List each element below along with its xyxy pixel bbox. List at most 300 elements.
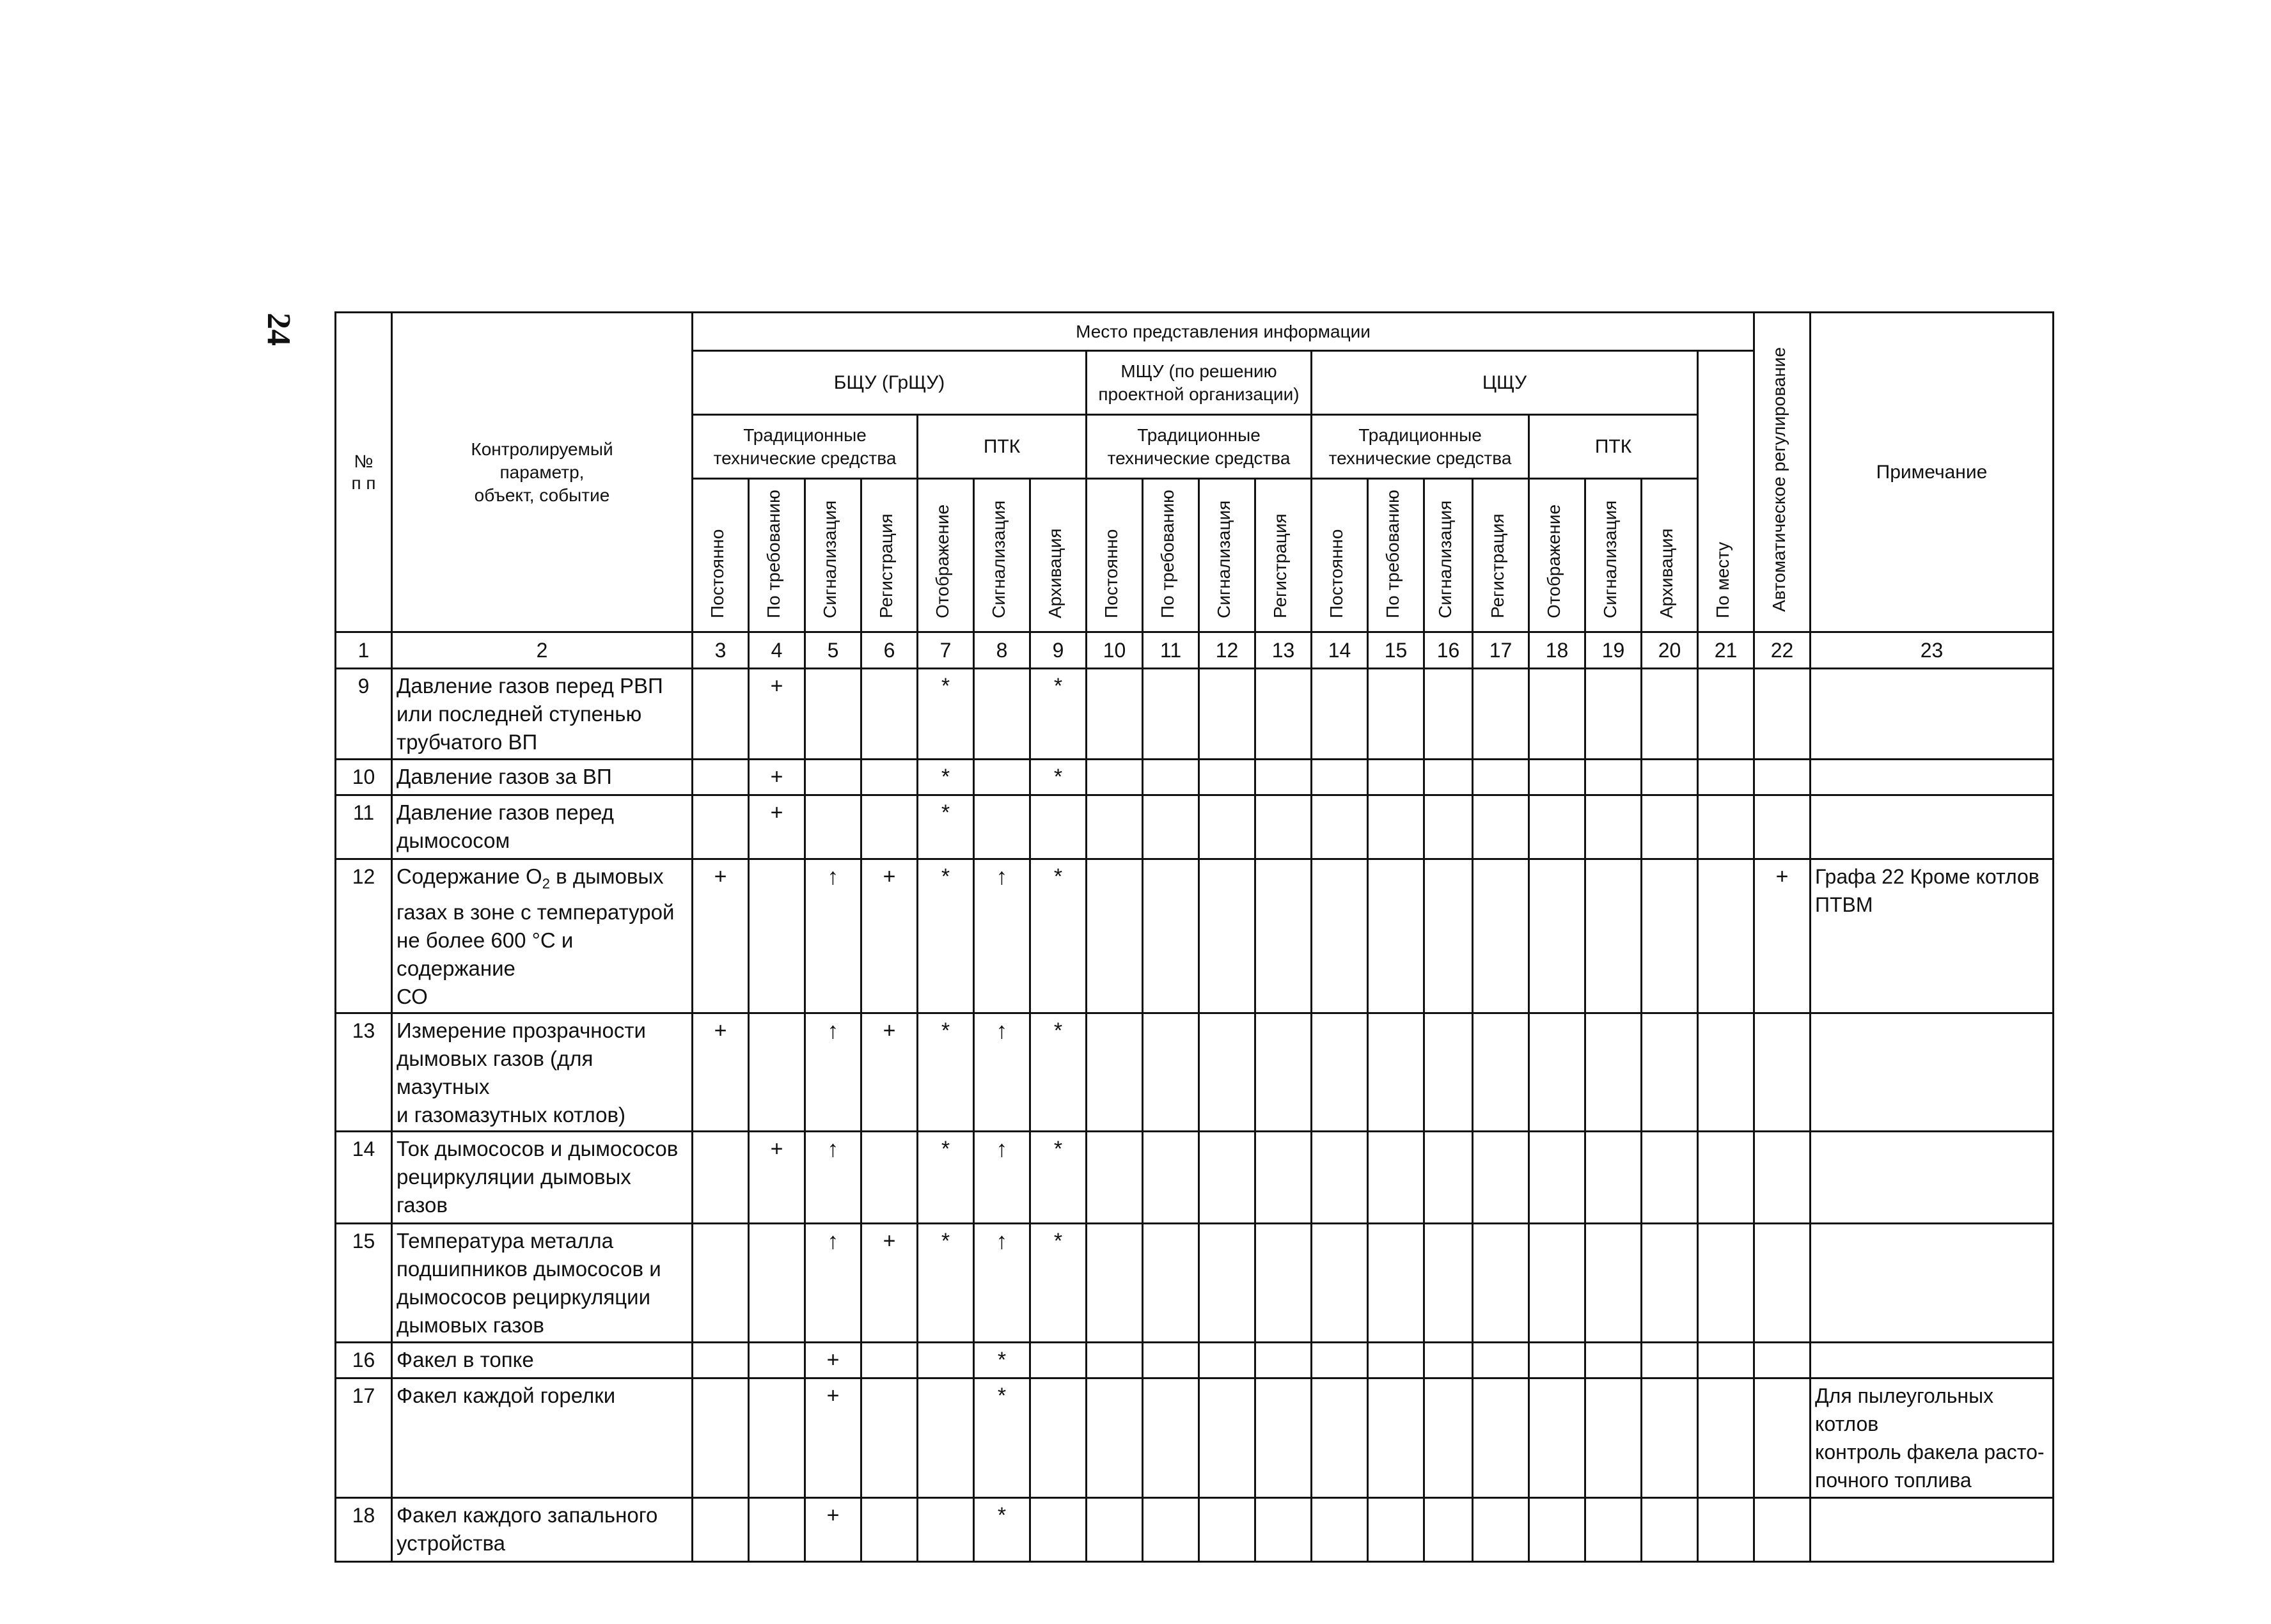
mark-cell-col-5 bbox=[805, 1497, 861, 1561]
sub-po-trebovaniyu: По требованию bbox=[1368, 479, 1424, 632]
mark-cell-col-8 bbox=[974, 1497, 1030, 1561]
up-arrow-mark: ↑ bbox=[996, 1135, 1008, 1162]
mark-cell-col-9 bbox=[1030, 669, 1087, 760]
mark-cell-col-16 bbox=[1424, 1342, 1473, 1378]
row-parameter: Температура металла подшипников дымососов и дымососов рециркуляции дымовых газов bbox=[392, 1223, 693, 1342]
mark-cell-col-4 bbox=[749, 1223, 805, 1342]
row-note bbox=[1811, 1131, 2054, 1223]
colnum-cell: 7 bbox=[918, 632, 974, 669]
mark-cell-col-8 bbox=[974, 760, 1030, 795]
mark-cell-col-16 bbox=[1424, 1497, 1473, 1561]
row-note bbox=[1811, 1497, 2054, 1561]
mark-cell-col-9 bbox=[1030, 795, 1087, 859]
row-parameter: Давление газов за ВП bbox=[392, 760, 693, 795]
colnum-cell: 20 bbox=[1642, 632, 1698, 669]
mark-cell-col-6 bbox=[861, 1223, 918, 1342]
asterisk-mark: * bbox=[1053, 674, 1063, 698]
colnum-cell: 10 bbox=[1087, 632, 1143, 669]
mark-cell-col-3 bbox=[693, 760, 749, 795]
mark-cell-col-21 bbox=[1698, 1223, 1754, 1342]
plus-mark: + bbox=[1775, 864, 1789, 889]
mark-cell-col-18 bbox=[1529, 1378, 1585, 1497]
colnum-cell: 6 bbox=[861, 632, 918, 669]
mark-cell-col-12 bbox=[1199, 1013, 1255, 1131]
mark-cell-col-3 bbox=[693, 1497, 749, 1561]
mark-cell-col-8 bbox=[974, 1342, 1030, 1378]
mark-cell-col-13 bbox=[1255, 1342, 1312, 1378]
mark-cell-col-21 bbox=[1698, 1342, 1754, 1378]
asterisk-mark: * bbox=[997, 1383, 1007, 1408]
sub-signalizaciya: Сигнализация bbox=[1199, 479, 1255, 632]
up-arrow-mark: ↑ bbox=[827, 1227, 839, 1254]
row-parameter: Факел в топке bbox=[392, 1342, 693, 1378]
up-arrow-mark: ↑ bbox=[827, 1135, 839, 1162]
sub-otobrazhenie: Отображение bbox=[918, 479, 974, 632]
mark-cell-col-17 bbox=[1473, 760, 1529, 795]
mark-cell-col-11 bbox=[1143, 760, 1199, 795]
mark-cell-col-3 bbox=[693, 1342, 749, 1378]
mark-cell-col-12 bbox=[1199, 1342, 1255, 1378]
colnum-cell: 1 bbox=[336, 632, 392, 669]
row-number: 12 bbox=[336, 859, 392, 1013]
mark-cell-col-3 bbox=[693, 1378, 749, 1497]
mark-cell-col-14 bbox=[1312, 859, 1368, 1013]
mark-cell-col-19 bbox=[1585, 669, 1642, 760]
header-po-mestu: По месту bbox=[1698, 351, 1754, 632]
mark-cell-col-11 bbox=[1143, 859, 1199, 1013]
asterisk-mark: * bbox=[941, 864, 950, 889]
sub-signalizaciya: Сигнализация bbox=[974, 479, 1030, 632]
mark-cell-col-12 bbox=[1199, 859, 1255, 1013]
mark-cell-col-15 bbox=[1368, 1131, 1424, 1223]
mark-cell-col-16 bbox=[1424, 1223, 1473, 1342]
header-no: № п п bbox=[336, 313, 392, 632]
mark-cell-col-10 bbox=[1087, 1131, 1143, 1223]
mark-cell-col-3 bbox=[693, 1223, 749, 1342]
mark-cell-col-19 bbox=[1585, 1131, 1642, 1223]
table-row bbox=[336, 859, 2054, 1013]
colnum-cell: 21 bbox=[1698, 632, 1754, 669]
up-arrow-mark: ↑ bbox=[996, 1227, 1008, 1254]
asterisk-mark: * bbox=[1053, 1228, 1063, 1253]
row-note bbox=[1811, 1342, 2054, 1378]
mark-cell-col-8 bbox=[974, 859, 1030, 1013]
row-note bbox=[1811, 760, 2054, 795]
colnum-cell: 3 bbox=[693, 632, 749, 669]
asterisk-mark: * bbox=[941, 1018, 950, 1043]
mark-cell-col-8 bbox=[974, 1378, 1030, 1497]
mark-cell-col-14 bbox=[1312, 669, 1368, 760]
row-parameter: Содержание $О_2$ в дымовых газах в зоне с температурой не более 600 °С и содержание СО bbox=[392, 859, 693, 1013]
row-parameter: Ток дымососов и дымососов рециркуляции дымовых газов bbox=[392, 1131, 693, 1223]
mark-cell-col-22 bbox=[1754, 1342, 1811, 1378]
mark-cell-col-6 bbox=[861, 760, 918, 795]
mark-cell-col-9 bbox=[1030, 1013, 1087, 1131]
asterisk-mark: * bbox=[941, 674, 950, 698]
mark-cell-col-15 bbox=[1368, 859, 1424, 1013]
mark-cell-col-16 bbox=[1424, 1131, 1473, 1223]
row-note bbox=[1811, 1223, 2054, 1342]
mark-cell-col-4 bbox=[749, 669, 805, 760]
colnum-cell: 17 bbox=[1473, 632, 1529, 669]
mark-cell-col-21 bbox=[1698, 760, 1754, 795]
mark-cell-col-13 bbox=[1255, 859, 1312, 1013]
mark-cell-col-22 bbox=[1754, 1131, 1811, 1223]
mark-cell-col-12 bbox=[1199, 795, 1255, 859]
table-row bbox=[336, 1342, 2054, 1378]
sub-signalizaciya: Сигнализация bbox=[805, 479, 861, 632]
row-parameter: Давление газов перед РВП или последней ступенью трубчатого ВП bbox=[392, 669, 693, 760]
header-mshu-trad: Традиционные технические средства bbox=[1087, 415, 1312, 479]
mark-cell-col-12 bbox=[1199, 1223, 1255, 1342]
asterisk-mark: * bbox=[1053, 765, 1063, 789]
table-row bbox=[336, 669, 2054, 760]
mark-cell-col-20 bbox=[1642, 859, 1698, 1013]
row-number: 9 bbox=[336, 669, 392, 760]
mark-cell-col-20 bbox=[1642, 760, 1698, 795]
mark-cell-col-5 bbox=[805, 760, 861, 795]
colnum-cell: 5 bbox=[805, 632, 861, 669]
colnum-cell: 8 bbox=[974, 632, 1030, 669]
mark-cell-col-18 bbox=[1529, 1131, 1585, 1223]
row-number: 13 bbox=[336, 1013, 392, 1131]
mark-cell-col-21 bbox=[1698, 1013, 1754, 1131]
row-note bbox=[1811, 1013, 2054, 1131]
header-cshu-trad: Традиционные технические средства bbox=[1312, 415, 1529, 479]
colnum-cell: 14 bbox=[1312, 632, 1368, 669]
mark-cell-col-12 bbox=[1199, 669, 1255, 760]
up-arrow-mark: ↑ bbox=[996, 863, 1008, 889]
plus-mark: + bbox=[826, 1503, 840, 1527]
mark-cell-col-4 bbox=[749, 859, 805, 1013]
mark-cell-col-9 bbox=[1030, 1378, 1087, 1497]
mark-cell-col-9 bbox=[1030, 760, 1087, 795]
mark-cell-col-15 bbox=[1368, 1497, 1424, 1561]
mark-cell-col-13 bbox=[1255, 669, 1312, 760]
mark-cell-col-10 bbox=[1087, 669, 1143, 760]
mark-cell-col-21 bbox=[1698, 1497, 1754, 1561]
mark-cell-col-14 bbox=[1312, 795, 1368, 859]
mark-cell-col-6 bbox=[861, 1131, 918, 1223]
sub-postoyanno: Постоянно bbox=[693, 479, 749, 632]
row-parameter: Факел каждой горелки bbox=[392, 1378, 693, 1497]
table-row bbox=[336, 760, 2054, 795]
mark-cell-col-17 bbox=[1473, 1131, 1529, 1223]
colnum-cell: 2 bbox=[392, 632, 693, 669]
mark-cell-col-20 bbox=[1642, 669, 1698, 760]
header-mshu: МЩУ (по решению проектной организации) bbox=[1087, 351, 1312, 415]
mark-cell-col-19 bbox=[1585, 1342, 1642, 1378]
mark-cell-col-10 bbox=[1087, 1223, 1143, 1342]
mark-cell-col-10 bbox=[1087, 1342, 1143, 1378]
monitoring-table bbox=[334, 311, 2054, 1563]
mark-cell-col-6 bbox=[861, 1342, 918, 1378]
mark-cell-col-5 bbox=[805, 795, 861, 859]
mark-cell-col-10 bbox=[1087, 760, 1143, 795]
mark-cell-col-11 bbox=[1143, 1131, 1199, 1223]
mark-cell-col-20 bbox=[1642, 1131, 1698, 1223]
plus-mark: + bbox=[883, 864, 896, 889]
mark-cell-col-4 bbox=[749, 1378, 805, 1497]
table-row bbox=[336, 1378, 2054, 1497]
asterisk-mark: * bbox=[941, 1228, 950, 1253]
mark-cell-col-16 bbox=[1424, 1378, 1473, 1497]
header-auto-reg: Автоматическое регулирование bbox=[1754, 313, 1811, 632]
page-number: 24 bbox=[260, 313, 297, 346]
row-number: 14 bbox=[336, 1131, 392, 1223]
mark-cell-col-22 bbox=[1754, 760, 1811, 795]
mark-cell-col-6 bbox=[861, 795, 918, 859]
mark-cell-col-19 bbox=[1585, 859, 1642, 1013]
mark-cell-col-22 bbox=[1754, 1013, 1811, 1131]
sub-registraciya: Регистрация bbox=[1473, 479, 1529, 632]
mark-cell-col-14 bbox=[1312, 1497, 1368, 1561]
colnum-cell: 13 bbox=[1255, 632, 1312, 669]
mark-cell-col-19 bbox=[1585, 1497, 1642, 1561]
plus-mark: + bbox=[826, 1383, 840, 1408]
colnum-cell: 23 bbox=[1811, 632, 2054, 669]
mark-cell-col-16 bbox=[1424, 760, 1473, 795]
mark-cell-col-7 bbox=[918, 1013, 974, 1131]
mark-cell-col-11 bbox=[1143, 1378, 1199, 1497]
mark-cell-col-21 bbox=[1698, 1378, 1754, 1497]
sub-signalizaciya: Сигнализация bbox=[1424, 479, 1473, 632]
mark-cell-col-4 bbox=[749, 795, 805, 859]
asterisk-mark: * bbox=[997, 1347, 1007, 1372]
asterisk-mark: * bbox=[1053, 1136, 1063, 1161]
asterisk-mark: * bbox=[941, 1136, 950, 1161]
mark-cell-col-9 bbox=[1030, 1131, 1087, 1223]
mark-cell-col-18 bbox=[1529, 1013, 1585, 1131]
row-note bbox=[1811, 669, 2054, 760]
mark-cell-col-8 bbox=[974, 669, 1030, 760]
mark-cell-col-7 bbox=[918, 1342, 974, 1378]
mark-cell-col-20 bbox=[1642, 1342, 1698, 1378]
mark-cell-col-10 bbox=[1087, 1013, 1143, 1131]
asterisk-mark: * bbox=[1053, 1018, 1063, 1043]
header-cshu: ЦЩУ bbox=[1312, 351, 1698, 415]
mark-cell-col-5 bbox=[805, 1223, 861, 1342]
mark-cell-col-12 bbox=[1199, 760, 1255, 795]
mark-cell-col-22 bbox=[1754, 1378, 1811, 1497]
table-row bbox=[336, 795, 2054, 859]
sub-postoyanno: Постоянно bbox=[1312, 479, 1368, 632]
mark-cell-col-6 bbox=[861, 1497, 918, 1561]
mark-cell-col-19 bbox=[1585, 1223, 1642, 1342]
mark-cell-col-19 bbox=[1585, 760, 1642, 795]
up-arrow-mark: ↑ bbox=[996, 1017, 1008, 1043]
mark-cell-col-9 bbox=[1030, 859, 1087, 1013]
mark-cell-col-21 bbox=[1698, 1131, 1754, 1223]
mark-cell-col-15 bbox=[1368, 669, 1424, 760]
table-row bbox=[336, 1013, 2054, 1131]
plus-mark: + bbox=[714, 1018, 727, 1043]
asterisk-mark: * bbox=[997, 1503, 1007, 1527]
row-number: 10 bbox=[336, 760, 392, 795]
mark-cell-col-16 bbox=[1424, 795, 1473, 859]
mark-cell-col-3 bbox=[693, 1131, 749, 1223]
row-parameter: Измерение прозрачности дымовых газов (для мазутных и газомазутных котлов) bbox=[392, 1013, 693, 1131]
sub-po-trebovaniyu: По требованию bbox=[1143, 479, 1199, 632]
header-note: Примечание bbox=[1811, 313, 2054, 632]
row-parameter: Давление газов перед дымососом bbox=[392, 795, 693, 859]
colnum-cell: 4 bbox=[749, 632, 805, 669]
row-number: 18 bbox=[336, 1497, 392, 1561]
mark-cell-col-6 bbox=[861, 669, 918, 760]
mark-cell-col-22 bbox=[1754, 1497, 1811, 1561]
mark-cell-col-8 bbox=[974, 795, 1030, 859]
mark-cell-col-3 bbox=[693, 859, 749, 1013]
mark-cell-col-22 bbox=[1754, 859, 1811, 1013]
mark-cell-col-22 bbox=[1754, 795, 1811, 859]
row-note: Графа 22 Кроме котлов ПТВМ bbox=[1811, 859, 2054, 1013]
row-number: 15 bbox=[336, 1223, 392, 1342]
mark-cell-col-18 bbox=[1529, 859, 1585, 1013]
mark-cell-col-13 bbox=[1255, 1131, 1312, 1223]
mark-cell-col-19 bbox=[1585, 1013, 1642, 1131]
mark-cell-col-7 bbox=[918, 1223, 974, 1342]
mark-cell-col-3 bbox=[693, 1013, 749, 1131]
plus-mark: + bbox=[770, 1136, 783, 1161]
mark-cell-col-17 bbox=[1473, 1378, 1529, 1497]
header-bshu: БЩУ (ГрЩУ) bbox=[693, 351, 1087, 415]
asterisk-mark: * bbox=[941, 765, 950, 789]
mark-cell-col-5 bbox=[805, 1342, 861, 1378]
mark-cell-col-20 bbox=[1642, 1223, 1698, 1342]
header-cshu-ptk: ПТК bbox=[1529, 415, 1698, 479]
mark-cell-col-19 bbox=[1585, 1378, 1642, 1497]
mark-cell-col-19 bbox=[1585, 795, 1642, 859]
mark-cell-col-7 bbox=[918, 760, 974, 795]
mark-cell-col-12 bbox=[1199, 1378, 1255, 1497]
header-bshu-ptk: ПТК bbox=[918, 415, 1087, 479]
mark-cell-col-4 bbox=[749, 1013, 805, 1131]
mark-cell-col-13 bbox=[1255, 760, 1312, 795]
mark-cell-col-5 bbox=[805, 1378, 861, 1497]
mark-cell-col-16 bbox=[1424, 859, 1473, 1013]
asterisk-mark: * bbox=[941, 800, 950, 825]
mark-cell-col-21 bbox=[1698, 795, 1754, 859]
row-note bbox=[1811, 795, 2054, 859]
mark-cell-col-17 bbox=[1473, 669, 1529, 760]
mark-cell-col-18 bbox=[1529, 669, 1585, 760]
sub-otobrazhenie: Отображение bbox=[1529, 479, 1585, 632]
asterisk-mark: * bbox=[1053, 864, 1063, 889]
mark-cell-col-18 bbox=[1529, 795, 1585, 859]
mark-cell-col-15 bbox=[1368, 1223, 1424, 1342]
mark-cell-col-7 bbox=[918, 669, 974, 760]
mark-cell-col-10 bbox=[1087, 795, 1143, 859]
mark-cell-col-18 bbox=[1529, 760, 1585, 795]
plus-mark: + bbox=[826, 1347, 840, 1372]
mark-cell-col-18 bbox=[1529, 1223, 1585, 1342]
mark-cell-col-4 bbox=[749, 1131, 805, 1223]
mark-cell-col-5 bbox=[805, 669, 861, 760]
mark-cell-col-18 bbox=[1529, 1497, 1585, 1561]
colnum-cell: 16 bbox=[1424, 632, 1473, 669]
mark-cell-col-11 bbox=[1143, 669, 1199, 760]
mark-cell-col-7 bbox=[918, 859, 974, 1013]
mark-cell-col-14 bbox=[1312, 1342, 1368, 1378]
mark-cell-col-7 bbox=[918, 1497, 974, 1561]
mark-cell-col-22 bbox=[1754, 1223, 1811, 1342]
sub-arhivaciya: Архивация bbox=[1642, 479, 1698, 632]
header-bshu-trad: Традиционные технические средства bbox=[693, 415, 918, 479]
mark-cell-col-15 bbox=[1368, 795, 1424, 859]
plus-mark: + bbox=[770, 800, 783, 825]
mark-cell-col-6 bbox=[861, 1378, 918, 1497]
mark-cell-col-18 bbox=[1529, 1342, 1585, 1378]
row-number: 17 bbox=[336, 1378, 392, 1497]
mark-cell-col-6 bbox=[861, 1013, 918, 1131]
mark-cell-col-14 bbox=[1312, 1378, 1368, 1497]
mark-cell-col-12 bbox=[1199, 1131, 1255, 1223]
mark-cell-col-17 bbox=[1473, 1342, 1529, 1378]
table-row bbox=[336, 1497, 2054, 1561]
sub-signalizaciya: Сигнализация bbox=[1585, 479, 1642, 632]
mark-cell-col-20 bbox=[1642, 795, 1698, 859]
mark-cell-col-11 bbox=[1143, 1013, 1199, 1131]
sub-registraciya: Регистрация bbox=[861, 479, 918, 632]
plus-mark: + bbox=[770, 765, 783, 789]
plus-mark: + bbox=[770, 674, 783, 698]
mark-cell-col-9 bbox=[1030, 1497, 1087, 1561]
colnum-cell: 18 bbox=[1529, 632, 1585, 669]
mark-cell-col-10 bbox=[1087, 1378, 1143, 1497]
up-arrow-mark: ↑ bbox=[827, 863, 839, 889]
mark-cell-col-7 bbox=[918, 1378, 974, 1497]
row-number: 16 bbox=[336, 1342, 392, 1378]
mark-cell-col-10 bbox=[1087, 1497, 1143, 1561]
sub-postoyanno: Постоянно bbox=[1087, 479, 1143, 632]
column-number-row bbox=[336, 632, 2054, 669]
plus-mark: + bbox=[714, 864, 727, 889]
mark-cell-col-8 bbox=[974, 1131, 1030, 1223]
table-row bbox=[336, 1223, 2054, 1342]
mark-cell-col-21 bbox=[1698, 669, 1754, 760]
plus-mark: + bbox=[883, 1228, 896, 1253]
mark-cell-col-11 bbox=[1143, 1223, 1199, 1342]
up-arrow-mark: ↑ bbox=[827, 1017, 839, 1043]
mark-cell-col-9 bbox=[1030, 1223, 1087, 1342]
mark-cell-col-20 bbox=[1642, 1378, 1698, 1497]
mark-cell-col-20 bbox=[1642, 1497, 1698, 1561]
sub-registraciya: Регистрация bbox=[1255, 479, 1312, 632]
table-body bbox=[336, 669, 2054, 1562]
mark-cell-col-15 bbox=[1368, 1378, 1424, 1497]
colnum-cell: 15 bbox=[1368, 632, 1424, 669]
mark-cell-col-7 bbox=[918, 1131, 974, 1223]
mark-cell-col-5 bbox=[805, 1013, 861, 1131]
table-row bbox=[336, 1131, 2054, 1223]
mark-cell-col-15 bbox=[1368, 1342, 1424, 1378]
mark-cell-col-8 bbox=[974, 1223, 1030, 1342]
mark-cell-col-15 bbox=[1368, 1013, 1424, 1131]
mark-cell-col-20 bbox=[1642, 1013, 1698, 1131]
colnum-cell: 11 bbox=[1143, 632, 1199, 669]
mark-cell-col-11 bbox=[1143, 1497, 1199, 1561]
row-note: Для пылеугольных котлов контроль факела расто- почного топлива bbox=[1811, 1378, 2054, 1497]
mark-cell-col-21 bbox=[1698, 859, 1754, 1013]
header-place: Место представления информации bbox=[693, 313, 1754, 351]
sub-po-trebovaniyu: По требованию bbox=[749, 479, 805, 632]
mark-cell-col-17 bbox=[1473, 1497, 1529, 1561]
mark-cell-col-13 bbox=[1255, 1013, 1312, 1131]
row-parameter: Факел каждого запального устройства bbox=[392, 1497, 693, 1561]
mark-cell-col-16 bbox=[1424, 1013, 1473, 1131]
mark-cell-col-14 bbox=[1312, 1131, 1368, 1223]
mark-cell-col-9 bbox=[1030, 1342, 1087, 1378]
